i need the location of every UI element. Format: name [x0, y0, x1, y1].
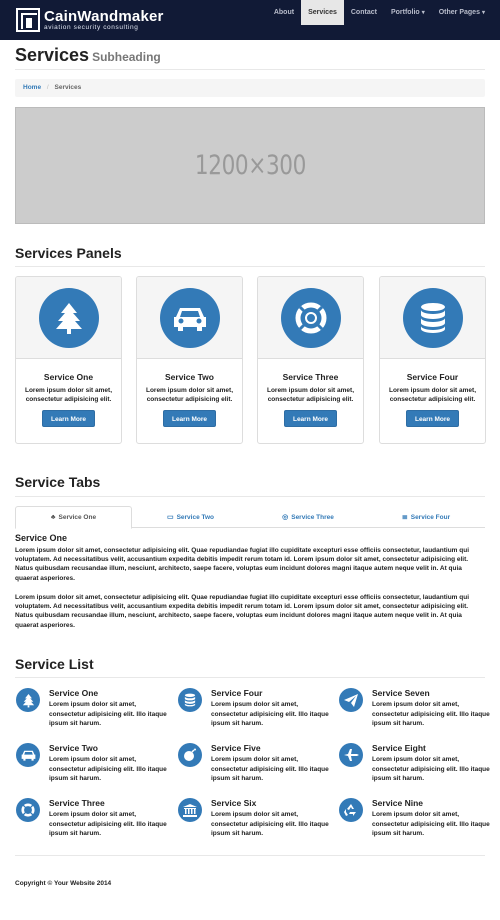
- tree-icon: [16, 688, 40, 712]
- divider: [15, 855, 485, 856]
- list-item-title: Service Seven: [372, 688, 430, 698]
- list-item-text: Lorem ipsum dolor sit amet, consectetur adipisicing elit. Illo itaque ipsum sit harum.: [372, 701, 490, 727]
- tree-icon: ♣: [50, 514, 56, 521]
- divider: [15, 69, 485, 70]
- learn-more-button[interactable]: Learn More: [284, 410, 337, 427]
- main-nav: [267, 0, 492, 25]
- tab-content-heading: Service One: [15, 533, 68, 543]
- footer-copyright: Copyright © Your Website 2014: [15, 880, 112, 887]
- list-item-text: Lorem ipsum dolor sit amet, consectetur adipisicing elit. Illo itaque ipsum sit harum.: [372, 811, 490, 837]
- service-panel: [257, 276, 364, 444]
- car-icon: [16, 743, 40, 767]
- panel-title: Service Three: [282, 372, 339, 382]
- list-item-text: Lorem ipsum dolor sit amet, consectetur adipisicing elit. Illo itaque ipsum sit harum.: [372, 756, 490, 782]
- divider: [15, 496, 485, 497]
- page-title: Services Subheading: [15, 45, 161, 65]
- car-icon: ▭: [166, 514, 174, 521]
- paper-plane-icon: [339, 688, 363, 712]
- learn-more-button[interactable]: Learn More: [42, 410, 95, 427]
- breadcrumb: [15, 79, 485, 97]
- section-title-panels: Services Panels: [15, 245, 122, 261]
- breadcrumb-home-link[interactable]: Home: [23, 84, 42, 91]
- list-item-title: Service Two: [49, 743, 98, 753]
- bank-icon: [178, 798, 202, 822]
- list-item-text: Lorem ipsum dolor sit amet, consectetur adipisicing elit. Illo itaque ipsum sit harum.: [49, 811, 167, 837]
- banner-placeholder-text: 1200×300: [194, 150, 306, 181]
- list-item: [16, 798, 166, 846]
- breadcrumb-separator: /: [46, 84, 49, 91]
- list-item-title: Service Nine: [372, 798, 424, 808]
- panel-text: Lorem ipsum dolor sit amet, consectetur adipisicing elit.: [266, 387, 355, 403]
- list-item-title: Service Three: [49, 798, 105, 808]
- service-panel: [379, 276, 486, 444]
- panel-text: Lorem ipsum dolor sit amet, consectetur adipisicing elit.: [145, 387, 234, 403]
- chevron-down-icon: ▾: [481, 10, 485, 16]
- life-ring-icon: ◎: [282, 514, 289, 521]
- database-icon: ≣: [401, 514, 408, 521]
- list-item-text: Lorem ipsum dolor sit amet, consectetur adipisicing elit. Illo itaque ipsum sit harum.: [211, 811, 329, 837]
- panel-title: Service Four: [406, 372, 459, 382]
- section-title-tabs: Service Tabs: [15, 474, 101, 490]
- nav-portfolio-dropdown[interactable]: Portfolio ▾: [390, 9, 425, 16]
- nav-about[interactable]: About: [273, 9, 295, 16]
- banner-placeholder-image: [15, 107, 485, 224]
- database-icon: [178, 688, 202, 712]
- panel-title: Service One: [43, 372, 94, 382]
- learn-more-button[interactable]: Learn More: [406, 410, 459, 427]
- list-item-title: Service Eight: [372, 743, 426, 753]
- breadcrumb-current: Services: [54, 84, 82, 91]
- life-ring-icon: [281, 288, 341, 348]
- brand-logo[interactable]: [16, 6, 164, 34]
- list-item: [16, 743, 166, 791]
- tab-service-two[interactable]: ▭ Service Two: [166, 513, 215, 521]
- list-item: [178, 743, 328, 791]
- bomb-icon: [178, 743, 202, 767]
- nav-services[interactable]: Services: [301, 0, 344, 25]
- list-item: [16, 688, 166, 736]
- learn-more-button[interactable]: Learn More: [163, 410, 216, 427]
- tab-content-paragraph: Lorem ipsum dolor sit amet, consectetur adipisicing elit. Quae repudiandae fugiat illo cupiditate excepturi esse officiis consectetur, laudantium qui voluptatem. Ad necessitatibus velit, accusantium expedita debitis impedit rerum totam id. Lorem ipsum dolor sit amet, consectetur adipisicing elit. Natus quibusdam recusandae illum, nesciunt, architecto, saepe facere, voluptas eum incidunt dolores magni itaque autem neque velit in. At quia quaerat asperiores.: [15, 594, 470, 629]
- service-panel: [136, 276, 243, 444]
- section-title-list: Service List: [15, 656, 94, 672]
- list-item-title: Service One: [49, 688, 99, 698]
- list-item-title: Service Four: [211, 688, 263, 698]
- chevron-down-icon: ▾: [421, 10, 425, 16]
- list-item-text: Lorem ipsum dolor sit amet, consectetur adipisicing elit. Illo itaque ipsum sit harum.: [211, 756, 329, 782]
- list-item: [339, 688, 489, 736]
- nav-contact[interactable]: Contact: [350, 9, 377, 16]
- tab-content-paragraph: Lorem ipsum dolor sit amet, consectetur adipisicing elit. Quae repudiandae fugiat illo cupiditate excepturi esse officiis consectetur, laudantium qui voluptatem. Ad necessitatibus velit, accusantium expedita debitis impedit rerum totam id. Lorem ipsum dolor sit amet, consectetur adipisicing elit. Natus quibusdam recusandae illum, nesciunt, architecto, saepe facere, voluptas eum incidunt dolores magni itaque autem neque velit in. At quia quaerat asperiores.: [15, 547, 470, 582]
- tab-service-one[interactable]: ♣ Service One: [15, 506, 132, 529]
- page-subheading: Subheading: [92, 50, 161, 64]
- panel-text: Lorem ipsum dolor sit amet, consectetur adipisicing elit.: [24, 387, 113, 403]
- database-icon: [403, 288, 463, 348]
- service-tabs: [15, 506, 485, 528]
- tab-service-four[interactable]: ≣ Service Four: [401, 513, 451, 521]
- list-item-title: Service Six: [211, 798, 257, 808]
- logo-icon: [16, 8, 40, 32]
- list-item: [178, 798, 328, 846]
- panel-title: Service Two: [165, 372, 214, 382]
- list-item-text: Lorem ipsum dolor sit amet, consectetur adipisicing elit. Illo itaque ipsum sit harum.: [49, 756, 167, 782]
- divider: [15, 266, 485, 267]
- service-panel: [15, 276, 122, 444]
- tab-service-three[interactable]: ◎ Service Three: [282, 513, 334, 521]
- divider: [15, 677, 485, 678]
- car-icon: [160, 288, 220, 348]
- plane-icon: [339, 743, 363, 767]
- nav-other-pages-dropdown[interactable]: Other Pages ▾: [438, 9, 485, 16]
- panel-text: Lorem ipsum dolor sit amet, consectetur adipisicing elit.: [388, 387, 477, 403]
- list-item: [178, 688, 328, 736]
- brand-tagline: aviation security consulting: [44, 23, 139, 31]
- navbar: [0, 0, 500, 40]
- list-item-title: Service Five: [211, 743, 261, 753]
- life-ring-icon: [16, 798, 40, 822]
- tree-icon: [39, 288, 99, 348]
- list-item: [339, 798, 489, 846]
- brand-name: CainWandmaker: [44, 7, 164, 25]
- list-item-text: Lorem ipsum dolor sit amet, consectetur adipisicing elit. Illo itaque ipsum sit harum.: [211, 701, 329, 727]
- list-item: [339, 743, 489, 791]
- recycle-icon: [339, 798, 363, 822]
- list-item-text: Lorem ipsum dolor sit amet, consectetur adipisicing elit. Illo itaque ipsum sit harum.: [49, 701, 167, 727]
